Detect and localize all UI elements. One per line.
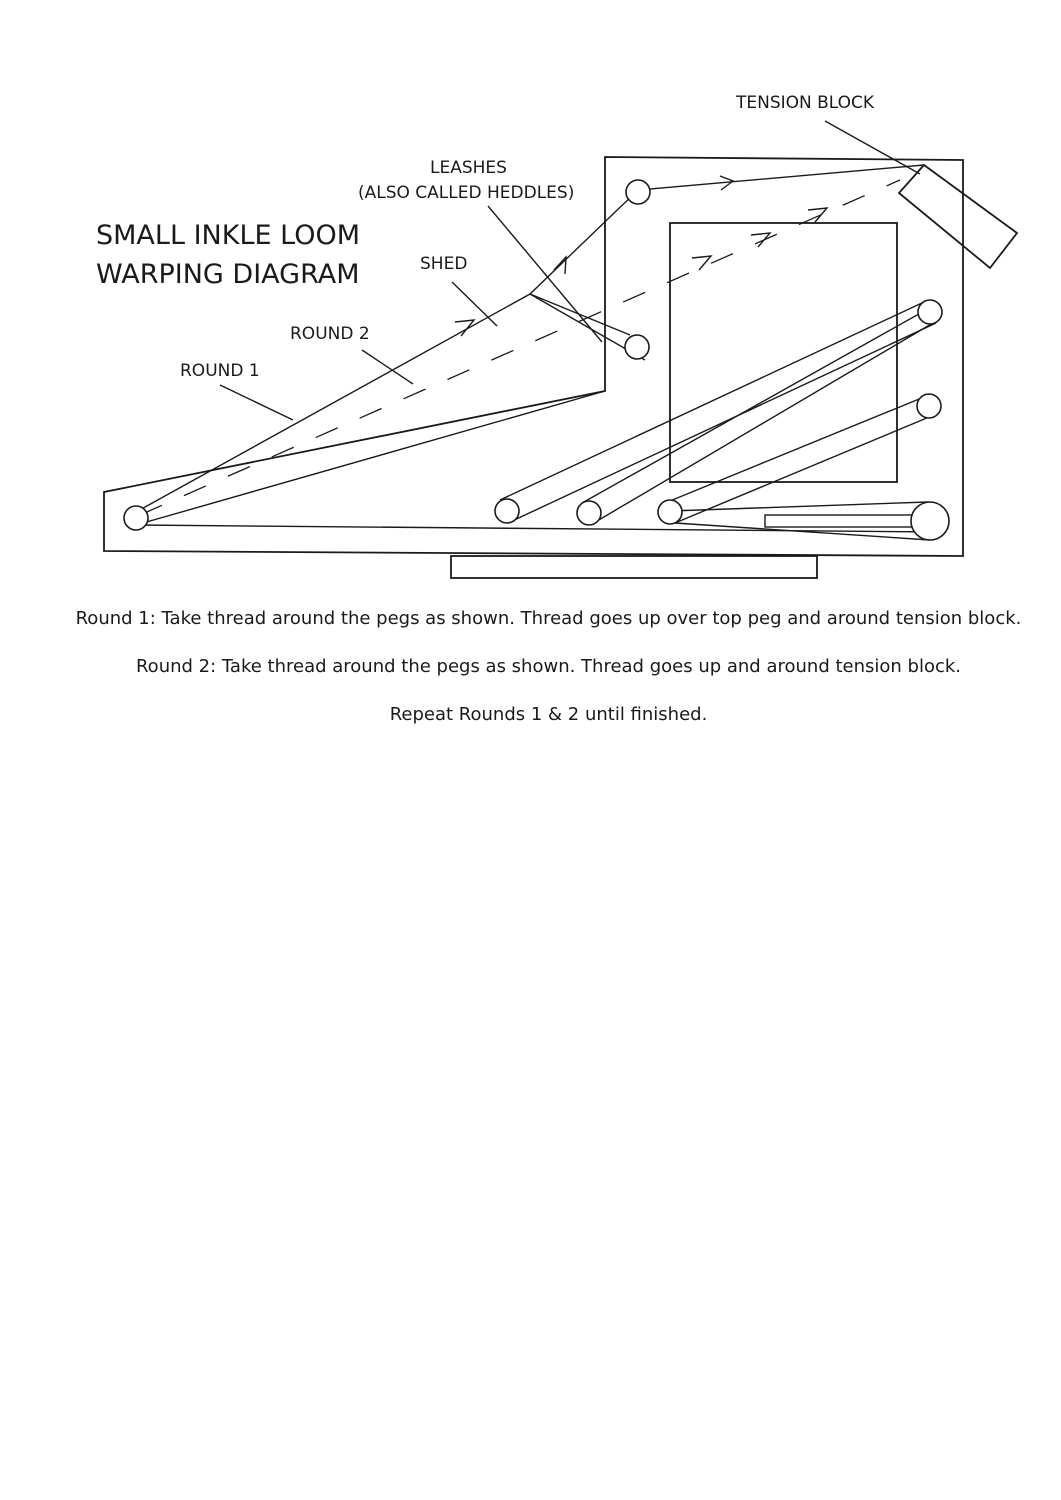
thread-band-1a xyxy=(500,302,924,500)
right-peg-middle xyxy=(917,394,941,418)
round1-thread-lower xyxy=(136,391,605,525)
round2-leader xyxy=(362,350,413,384)
leashes-label: LEASHES xyxy=(430,158,507,178)
tension-block-label: TENSION BLOCK xyxy=(736,93,875,113)
leash-line-a xyxy=(530,294,630,335)
arrow-shed-2 xyxy=(751,233,770,247)
thread-band-1b xyxy=(510,323,936,522)
bottom-peg-3 xyxy=(658,500,682,524)
round1-label: ROUND 1 xyxy=(180,361,260,381)
round2-label: ROUND 2 xyxy=(290,324,370,344)
leashes-note-label: (ALSO CALLED HEDDLES) xyxy=(358,183,575,203)
shed-label: SHED xyxy=(420,254,468,274)
diagram-title-line2: WARPING DIAGRAM xyxy=(96,259,360,290)
leashes-leader xyxy=(488,206,602,342)
loom-base xyxy=(451,556,817,578)
diagram-title-line1: SMALL INKLE LOOM xyxy=(96,220,361,251)
tension-block xyxy=(899,165,1017,268)
shuttle-bar xyxy=(765,515,915,527)
instruction-repeat: Repeat Rounds 1 & 2 until finished. xyxy=(389,704,708,725)
front-peg xyxy=(124,506,148,530)
instruction-round2: Round 2: Take thread around the pegs as shown. Thread goes up and around tension block. xyxy=(135,656,962,677)
round1-thread-upper xyxy=(136,165,924,512)
bottom-peg-2 xyxy=(577,501,601,525)
back-peg xyxy=(911,502,949,540)
leash-peg xyxy=(625,335,649,359)
right-peg-upper xyxy=(918,300,942,324)
bottom-peg-1 xyxy=(495,499,519,523)
loom-window xyxy=(670,223,897,482)
loom-frame xyxy=(104,157,963,556)
round1-leader xyxy=(220,385,293,420)
top-peg xyxy=(626,180,650,204)
arrow-shed-1 xyxy=(692,256,711,270)
bottom-thread xyxy=(136,525,940,532)
instruction-round1: Round 1: Take thread around the pegs as shown. Thread goes up over top peg and around tension block. xyxy=(75,608,1022,629)
thread-band-4a xyxy=(670,502,928,511)
thread-band-3a xyxy=(665,397,924,503)
